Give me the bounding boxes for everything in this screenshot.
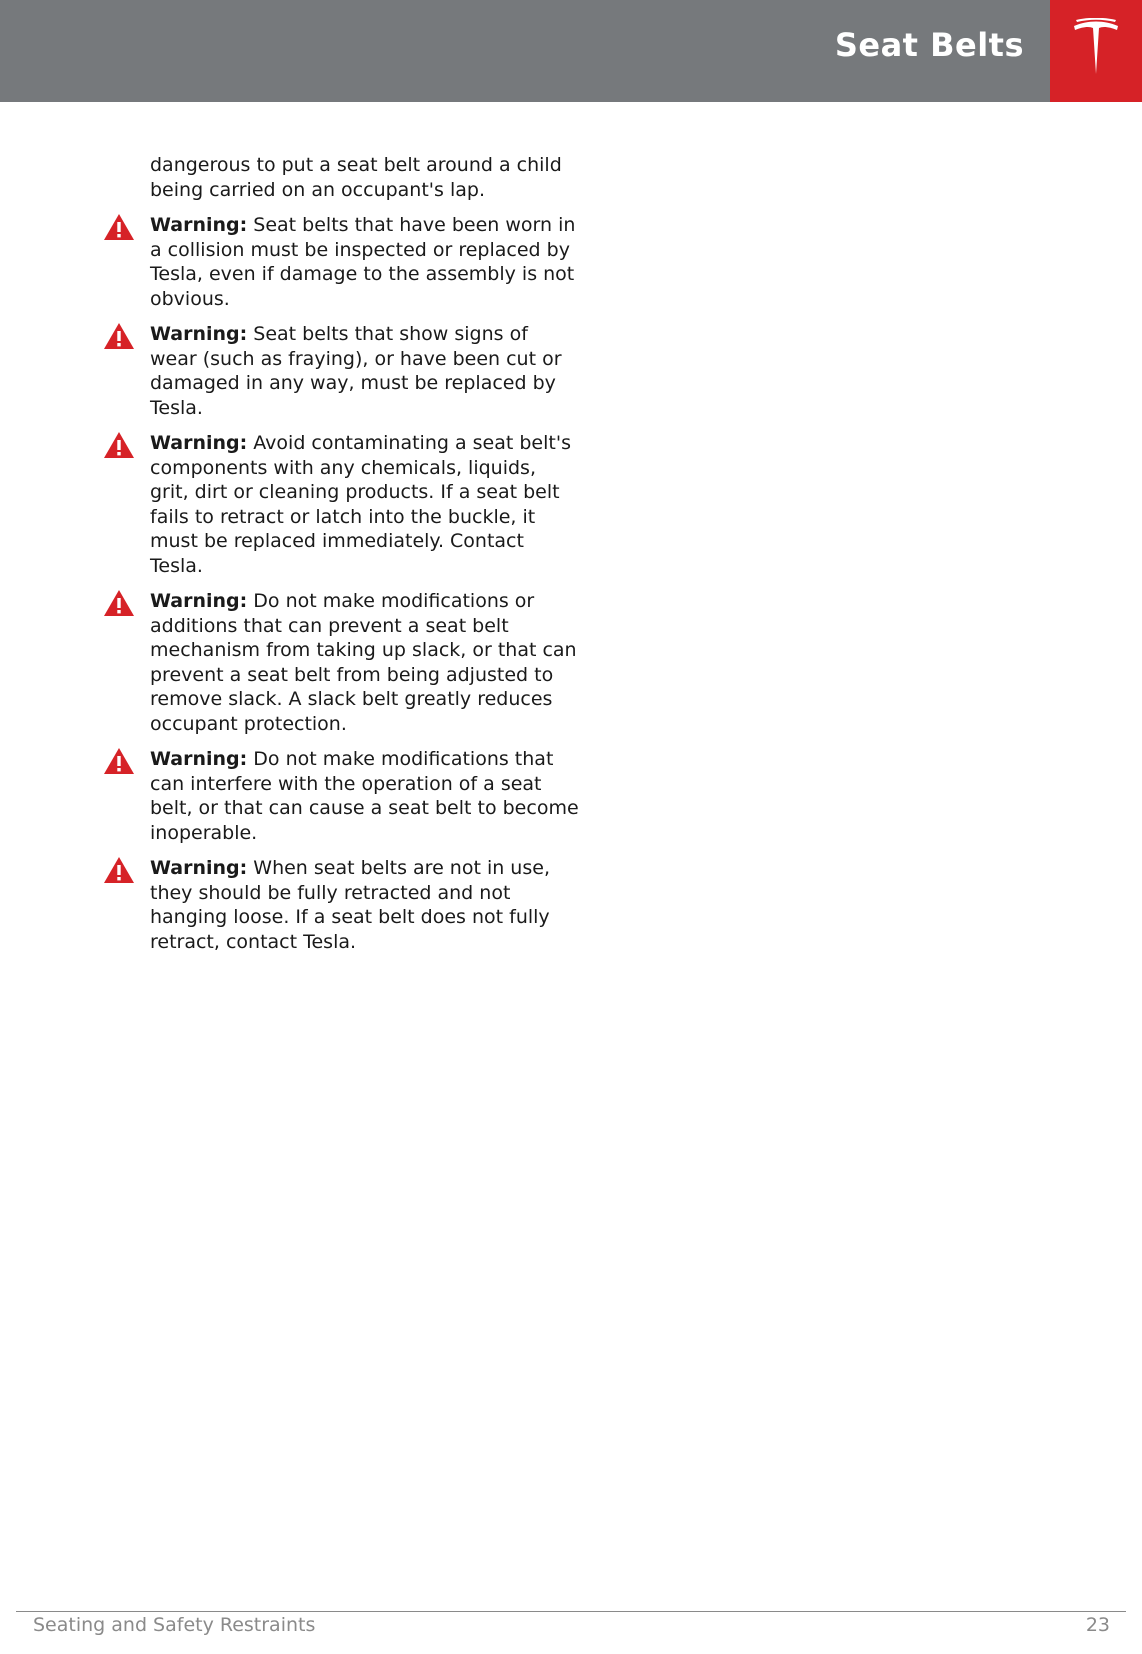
warning-text: Seat belts that show signs of wear (such as fraying), or have been cut or damaged in any way, must be replaced by Tesla.	[150, 323, 562, 419]
warning-note	[150, 589, 580, 736]
warning-triangle-icon	[103, 322, 135, 350]
intro-paragraph: dangerous to put a seat belt around a child being carried on an occupant's lap.	[150, 154, 562, 201]
warning-triangle-icon	[103, 213, 135, 241]
warning-triangle-icon	[103, 431, 135, 459]
warning-note	[150, 856, 580, 954]
page-number: 23	[1085, 1614, 1110, 1636]
warning-triangle-icon	[103, 856, 135, 884]
warning-label: Warning:	[150, 857, 248, 879]
warning-note	[150, 322, 580, 420]
warning-note	[150, 431, 580, 578]
header-bar	[0, 0, 1050, 102]
warning-label: Warning:	[150, 323, 248, 345]
page-title: Seat Belts	[834, 26, 1024, 64]
warning-triangle-icon	[103, 589, 135, 617]
main-content	[150, 153, 580, 965]
warning-text: Avoid contaminating a seat belt's components with any chemicals, liquids, grit, dirt or cleaning products. If a seat belt fails to retract or latch into the buckle, it must be replaced immediately. Contact Tesla.	[150, 432, 571, 577]
warning-text: When seat belts are not in use, they should be fully retracted and not hanging loose. If a seat belt does not fully retract, contact Tesla.	[150, 857, 550, 953]
warning-text: Seat belts that have been worn in a collision must be inspected or replaced by Tesla, even if damage to the assembly is not obvious.	[150, 214, 576, 310]
footer-divider	[16, 1611, 1126, 1612]
footer-section-title: Seating and Safety Restraints	[33, 1614, 316, 1636]
warning-triangle-icon	[103, 747, 135, 775]
warning-label: Warning:	[150, 590, 248, 612]
warning-note	[150, 213, 580, 311]
warning-label: Warning:	[150, 432, 248, 454]
warning-text: Do not make modifications that can interfere with the operation of a seat belt, or that can cause a seat belt to become inoperable.	[150, 748, 579, 844]
warning-note	[150, 747, 580, 845]
tesla-logo-icon	[1050, 0, 1142, 102]
warning-label: Warning:	[150, 214, 248, 236]
warning-label: Warning:	[150, 748, 248, 770]
warning-text: Do not make modifications or additions that can prevent a seat belt mechanism from taking up slack, or that can prevent a seat belt from being adjusted to remove slack. A slack belt greatly reduces occupant protection.	[150, 590, 577, 735]
